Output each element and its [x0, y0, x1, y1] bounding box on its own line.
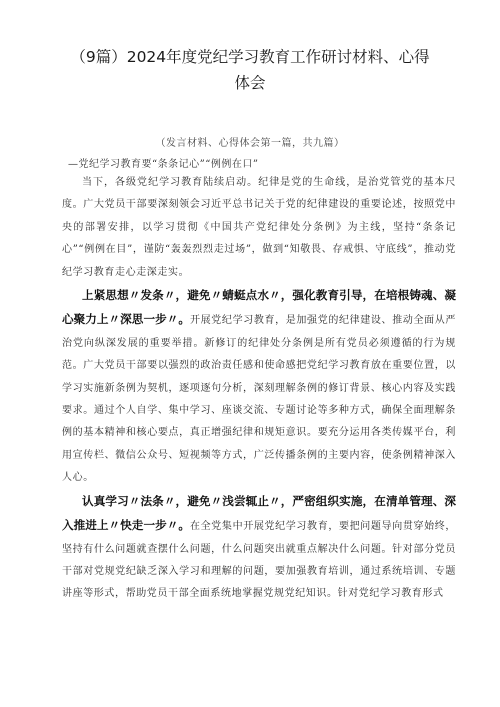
- section-1-body: 开展党纪学习教育，是加强党的纪律建设、推动全面从严治党向纵深发展的重要举措。新修订的纪律处分条例是所有党员必须遵循的行为规范。广大党员干部要以强烈的政治责任感和使命感把党纪学习教育放在重要位置，以学习实施新条例为契机，逐项逐句分析，深刻理解条例的修订背景、核心内容及实践要求。通过个人自学、集中学习、座谈交流、专题讨论等多种方式，确保全面理解条例的基本精神和核心要点，真正增强纪律和规矩意识。要充分运用各类传媒平台，利用宣传栏、微信公众号、短视频等方式，广泛传播条例的主要内容，使条例精神深入人心。: [62, 315, 456, 484]
- document-tagline: —党纪学习教育要“条条记心”“例例在口”: [68, 159, 259, 170]
- section-1-heading: 上紧思想〃发条〃，避免〃蜻蜓点水〃，强化教育引导，在培根铸魂、凝心聚力上〃深思一步〃。: [62, 288, 456, 327]
- section-1-paragraph: [62, 284, 456, 490]
- section-2-heading: 认真学习〃法条〃，避免〃浅尝辄止〃，严密组织实施，在清单管理、深入推进上〃快走一步〃。: [62, 493, 456, 533]
- title-line-1: （9篇）2024年度党纪学习教育工作研讨材料、心得: [70, 48, 430, 66]
- intro-paragraph: 当下，各级党纪学习教育陆续启动。纪律是党的生命线，是治党管党的基本尺度。广大党员干部要深刻领会习近平总书记关于党的纪律建设的重要论述，按照党中央的部署安排，以学习贯彻《中国共产党纪律处分条例》为主线，坚持“条条记心”“例例在目”，谨防“轰轰烈烈走过场”，做到“知敬畏、存戒惧、守底线”，推动党纪学习教育走心走深走实。: [62, 177, 456, 278]
- document-body: [62, 172, 456, 606]
- document-title: [40, 44, 460, 96]
- section-2-paragraph: [62, 490, 456, 606]
- title-line-2: 体会: [234, 74, 266, 92]
- document-subtitle: （发言材料、心得体会第一篇，共九篇）: [155, 138, 345, 149]
- section-2-body: 在全党集中开展党纪学习教育，要把问题导向贯穿始终，坚持有什么问题就查摆什么问题，什么问题突出就重点解决什么问题。针对部分党员干部对党规党纪缺乏深入学习和理解的问题，要加强教育培训，通过系统培训、专题讲座等形式，帮助党员干部全面系统地掌握党规党纪知识。针对党纪学习教育形式: [62, 521, 456, 600]
